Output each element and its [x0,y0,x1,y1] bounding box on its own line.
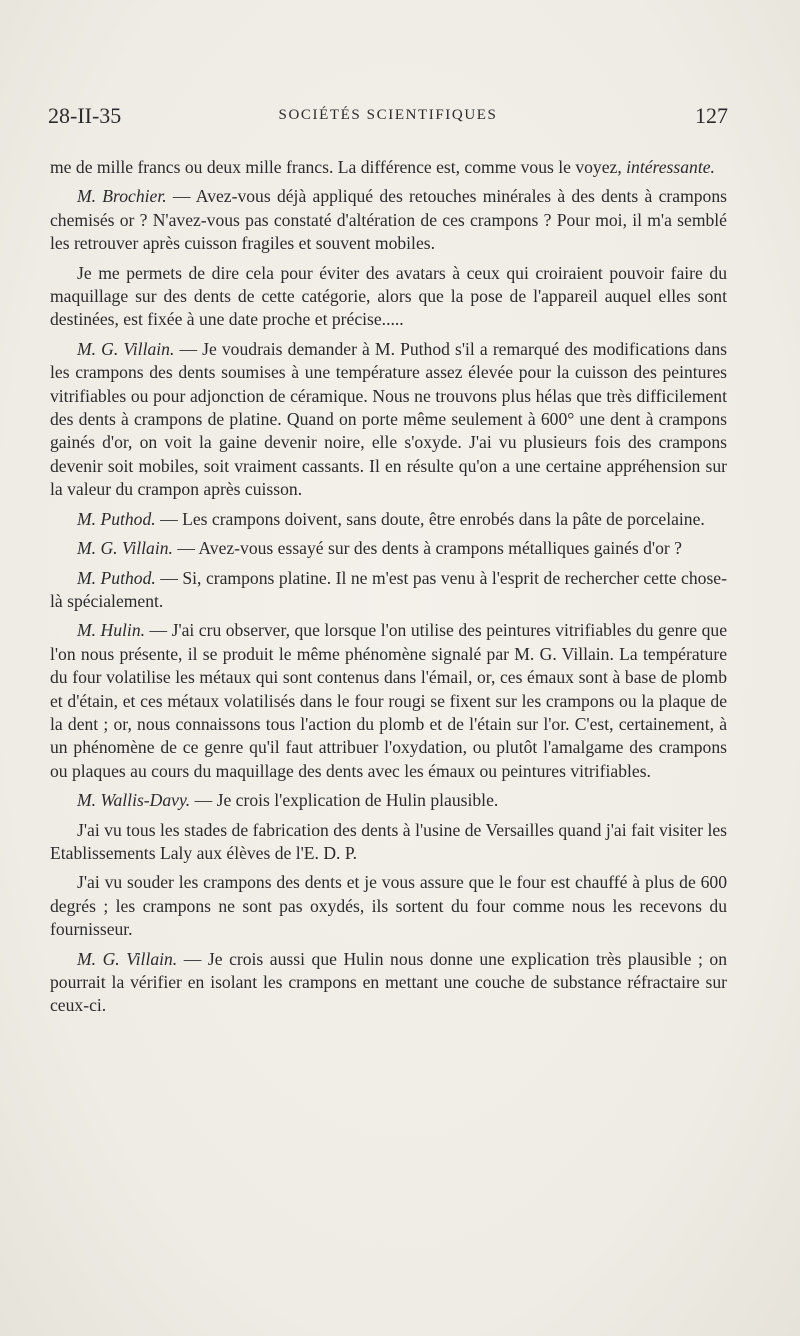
paragraph-text: Je me permets de dire cela pour éviter des avatars à ceux qui croiraient pouvoir faire du maquillage sur des dents de cette catégorie, alors que la pose de l'appareil auquel elles sont destinées, est fixée à une date proche et précise..... [50,262,727,330]
paragraph-brochier [50,185,727,255]
paragraph-text: — Avez-vous déjà appliqué des retouches minérales à des dents à crampons chemisés or ? N'avez-vous pas constaté d'altération de ces crampons ? Pour moi, il m'a semblé les retrouver après cuisson fragiles et souvent mobiles. [50,186,728,254]
paragraph-puthod [50,508,727,531]
speaker-name: M. Hulin. [77,620,146,641]
page-number: 127 [695,103,728,128]
paragraph-text: — Si, crampons platine. Il ne m'est pas venu à l'esprit de rechercher cette chose-là spécialement. [50,567,727,611]
paragraph [50,819,727,866]
paragraph-puthod [50,567,727,614]
paragraph-text: — Les crampons doivent, sans doute, être enrobés dans la pâte de porcelaine. [155,508,705,529]
paragraph-text: — Je voudrais demander à M. Puthod s'il a remarqué des modifications dans les crampons des dents soumises à une température assez élevée pour la cuisson des peintures vitrifiables ou pour adjonction de céramique. Nous ne trouvons plus hélas que très difficilement des dents à crampons de platine. Quand on porte même seulement à 600° une dent à crampons gainés d'or, on voit la gaine devenir noire, elle s'oxyde. J'ai vu plusieurs fois des crampons devenir soit mobiles, soit vraiment cassants. Il en résulte qu'on a une certaine appréhension sur la valeur du crampon après cuisson. [50,338,727,500]
paragraph-villain [50,338,727,502]
paragraph-text: J'ai vu souder les crampons des dents et je vous assure que le four est chauffé à plus de 600 degrés ; les crampons ne sont pas oxydés, ils sortent du four comme nous les recevons du fournisseur. [50,872,727,940]
paragraph-text: — Avez-vous essayé sur des dents à crampons métalliques gainés d'or ? [172,538,682,559]
paragraph-villain [50,948,727,1018]
header-date: 28-II-35 [48,103,122,128]
paragraph-text: — Je crois l'explication de Hulin plausible. [190,790,499,811]
paragraph [50,871,727,941]
speaker-name: M. G. Villain. [77,538,173,559]
paragraph-villain [50,537,727,560]
speaker-name: M. Puthod. [77,508,156,529]
paragraph-continuation [50,156,727,179]
paragraph-text: — Je crois aussi que Hulin nous donne une explication très plausible ; on pourrait la vérifier en isolant les crampons en mettant une couche de substance réfractaire sur ceux-ci. [50,948,727,1016]
paragraph-emphasis: intéressante. [626,157,715,177]
running-header [48,103,728,137]
body-text [50,156,727,1024]
header-section-title: SOCIÉTÉS SCIENTIFIQUES [278,107,498,123]
speaker-name: M. Wallis-Davy. [77,790,191,811]
speaker-name: M. Brochier. [77,186,167,207]
speaker-name: M. G. Villain. [77,948,178,969]
paragraph-wallis-davy [50,789,727,812]
speaker-name: M. G. Villain. [77,338,175,359]
paragraph-text: — J'ai cru observer, que lorsque l'on utilise des peintures vitrifiables du genre que l'on nous présente, il se produit le même phénomène signalé par M. G. Villain. La température du four volatilise les métaux qui sont contenus dans l'émail, or, ces émaux sont à base de plomb et d'étain, et ces métaux volatilisés dans le four rougi se fixent sur les crampons ou la plaque de la dent ; or, nous connaissons tous l'action du plomb et de l'étain sur l'or. C'est, certainement, à un phénomène de ce genre qu'il faut attribuer l'oxydation, ou plutôt l'amalgame des crampons ou plaques au cours du maquillage des dents avec les émaux ou peintures vitrifiables. [50,620,727,781]
speaker-name: M. Puthod. [77,567,156,588]
paragraph [50,262,727,332]
paragraph-text: me de mille francs ou deux mille francs. La différence est, comme vous le voyez, [50,157,627,177]
paragraph-text: J'ai vu tous les stades de fabrication des dents à l'usine de Versailles quand j'ai fait visiter les Etablissements Laly aux élèves de l'E. D. P. [50,819,727,863]
paragraph-hulin [50,619,727,783]
